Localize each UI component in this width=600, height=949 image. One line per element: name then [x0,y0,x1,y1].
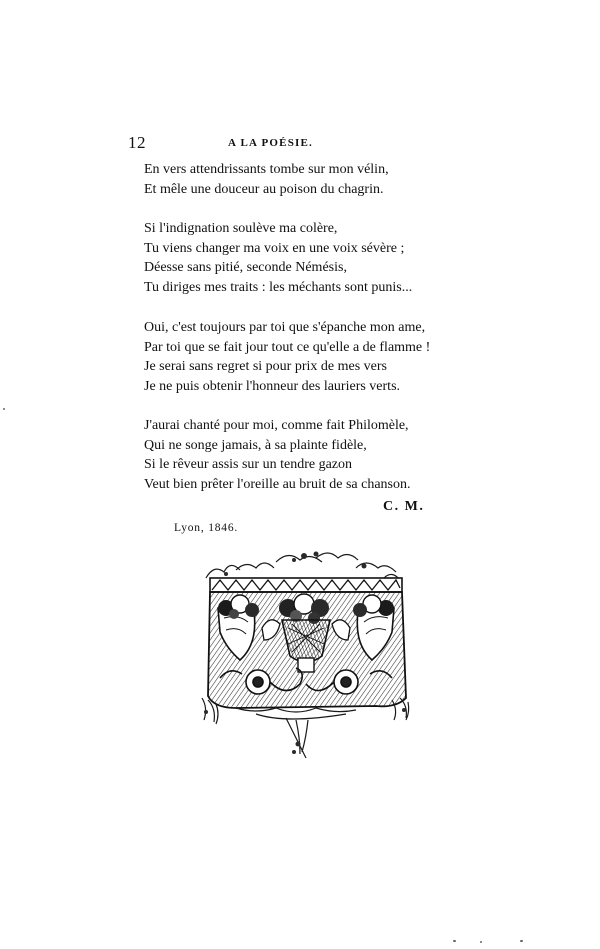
verse-line: Veut bien prêter l'oreille au bruit de sa chanson. [144,476,411,492]
frieze-top-band [210,578,402,592]
verse-line: Déesse sans pitié, seconde Némésis, [144,260,347,275]
verse-line: Et mêle une douceur au poison du chagrin. [144,181,384,197]
verse-line: Par toi que se fait jour tout ce qu'elle a de flamme ! [144,339,431,355]
page-header [128,133,430,153]
dateline: Lyon, 1846. [174,522,239,534]
scan-mark [480,941,482,943]
verse-line: Je serai sans regret si pour prix de mes vers [144,359,387,374]
verse-line: Je ne puis obtenir l'honneur des lauriers verts. [144,378,401,394]
running-title: A LA POÉSIE. [228,137,314,149]
verse-line: Tu viens changer ma voix en une voix sévère ; [144,240,405,256]
stanza-4 [144,416,464,494]
scan-mark [520,940,523,942]
stanza-1 [144,160,464,199]
verse-line: En vers attendrissants tombe sur mon vélin, [144,162,389,177]
verse-line: Qui ne songe jamais, à sa plainte fidèle, [144,437,367,453]
verse-line: Si l'indignation soulève ma colère, [144,221,338,236]
verse-line: Oui, c'est toujours par toi que s'épanche mon ame, [144,320,426,335]
ornamental-vignette [196,548,414,760]
stanza-2 [144,219,464,297]
verse-line: Tu diriges mes traits : les méchants sont punis... [144,279,413,295]
scan-mark [453,940,456,942]
verse-line: Si le rêveur assis sur un tendre gazon [144,457,352,472]
scan-mark [3,408,5,410]
page-number: 12 [128,133,146,152]
stanza-3 [144,318,464,396]
verse-line: J'aurai chanté pour moi, comme fait Philomèle, [144,418,409,433]
author-signature: C. M. [383,499,425,514]
